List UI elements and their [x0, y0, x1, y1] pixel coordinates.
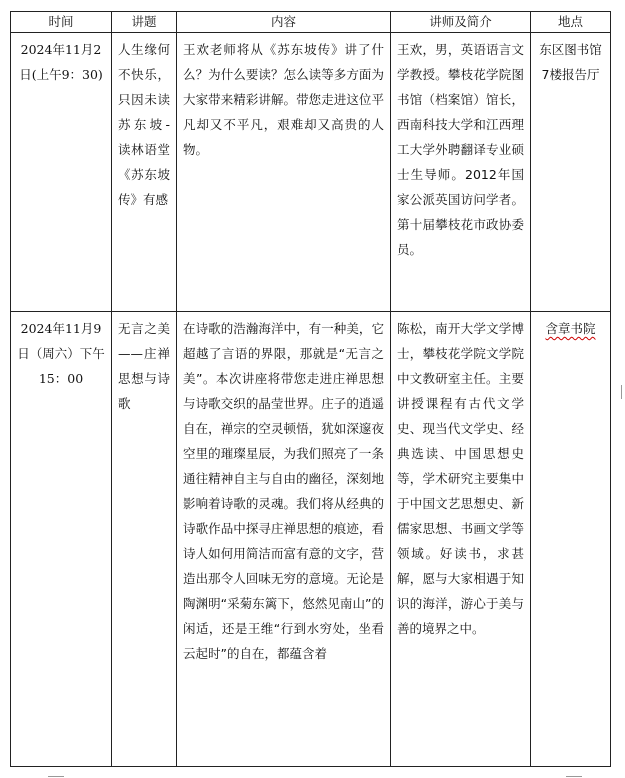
header-time: 时间	[11, 12, 112, 33]
topic-cell: 人生缘何不快乐，只因未读苏东坡-读林语堂《苏东坡传》有感	[112, 33, 177, 312]
header-speaker: 讲师及简介	[391, 12, 531, 33]
header-row	[11, 12, 611, 33]
place-cell: 东区图书馆7楼报告厅	[531, 33, 611, 312]
header-place: 地点	[531, 12, 611, 33]
table-row	[11, 33, 611, 312]
header-content: 内容	[177, 12, 391, 33]
table-row	[11, 312, 611, 767]
header-topic: 讲题	[112, 12, 177, 33]
lecture-schedule-table	[10, 11, 611, 767]
topic-cell: 无言之美——庄禅思想与诗歌	[112, 312, 177, 767]
place-cell: 含章书院	[531, 312, 611, 767]
page-edge-mark	[621, 385, 622, 399]
speaker-cell: 陈松，南开大学文学博士，攀枝花学院文学院中文教研室主任。主要讲授课程有古代文学史、现当代文学史、经典选读、中国思想史等，学术研究主要集中于中国文艺思想史、新儒家思想、书画文学等领域。好读书，求甚解，愿与大家相遇于知识的海洋，游心于美与善的境界之中。	[391, 312, 531, 767]
time-cell: 2024年11月2日(上午9：30)	[11, 33, 112, 312]
content-cell: 王欢老师将从《苏东坡传》讲了什么？为什么要读？怎么读等多方面为大家带来精彩讲解。带您走进这位平凡却又不平凡，艰难却又高贵的人物。	[177, 33, 391, 312]
page-corner-mark	[48, 776, 64, 777]
speaker-cell: 王欢，男，英语语言文学教授。攀枝花学院图书馆（档案馆）馆长，西南科技大学和江西理工大学外聘翻译专业硕士生导师。2012年国家公派英国访问学者。第十届攀枝花市政协委员。	[391, 33, 531, 312]
time-cell: 2024年11月9日（周六）下午15：00	[11, 312, 112, 767]
page-corner-mark	[566, 776, 582, 777]
content-cell: 在诗歌的浩瀚海洋中，有一种美，它超越了言语的界限，那就是“无言之美”。本次讲座将带您走进庄禅思想与诗歌交织的晶莹世界。庄子的逍遥自在，禅宗的空灵顿悟，犹如深邃夜空里的璀璨星辰，为我们照亮了一条通往精神自主与自由的幽径，深刻地影响着诗歌的灵魂。我们将从经典的诗歌作品中探寻庄禅思想的痕迹，看诗人如何用简洁而富有意的文字，营造出那令人回味无穷的意境。无论是陶渊明“采菊东篱下，悠然见南山”的闲适，还是王维“行到水穷处，坐看云起时”的自在，都蕴含着	[177, 312, 391, 767]
